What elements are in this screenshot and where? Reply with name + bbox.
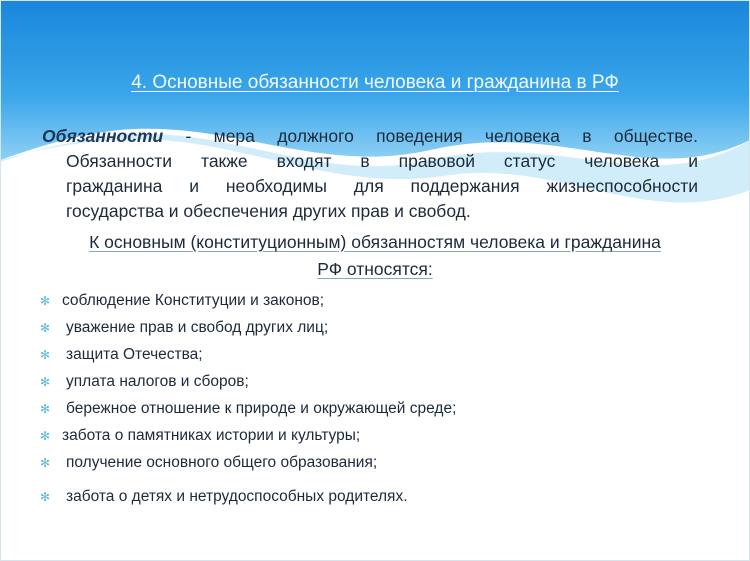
list-item: ✻ уважение прав и свобод других лиц; — [40, 318, 329, 336]
snowflake-icon: ✻ — [40, 374, 51, 389]
definition-text: - мера должного поведения человека в обществе. — [163, 126, 698, 146]
intro-line: РФ относятся: — [317, 259, 433, 279]
snowflake-icon: ✻ — [40, 428, 51, 443]
list-item: ✻ забота о детях и нетрудоспособных родителях. — [40, 487, 408, 505]
definition-paragraph — [42, 124, 698, 224]
snowflake-icon: ✻ — [40, 455, 51, 470]
duties-list — [40, 287, 456, 510]
list-item: ✻ получение основного общего образования; — [40, 453, 378, 471]
definition-line: Обязанности также входят в правовой статус человека и — [66, 151, 698, 171]
definition-line: государства и обеспечения других прав и свобод. — [66, 201, 471, 221]
list-item: ✻ соблюдение Конституции и законов; — [40, 291, 325, 309]
snowflake-icon: ✻ — [40, 347, 51, 362]
slide-title: 4. Основные обязанности человека и гражданина в РФ — [131, 72, 619, 93]
snowflake-icon: ✻ — [40, 320, 51, 335]
intro-line: К основным (конституционным) обязанностям человека и гражданина — [89, 232, 661, 252]
list-item: ✻ бережное отношение к природе и окружающей среде; — [40, 399, 457, 417]
list-item: ✻ забота о памятниках истории и культуры; — [40, 426, 361, 444]
list-item: ✻ уплата налогов и сборов; — [40, 372, 249, 390]
definition-line: гражданина и необходимы для поддержания жизнеспособности — [66, 176, 698, 196]
snowflake-icon: ✻ — [40, 293, 51, 308]
snowflake-icon: ✻ — [40, 401, 51, 416]
intro-heading — [0, 229, 750, 283]
list-item: ✻ защита Отечества; — [40, 345, 203, 363]
snowflake-icon: ✻ — [40, 489, 51, 504]
definition-term: Обязанности — [42, 126, 164, 146]
